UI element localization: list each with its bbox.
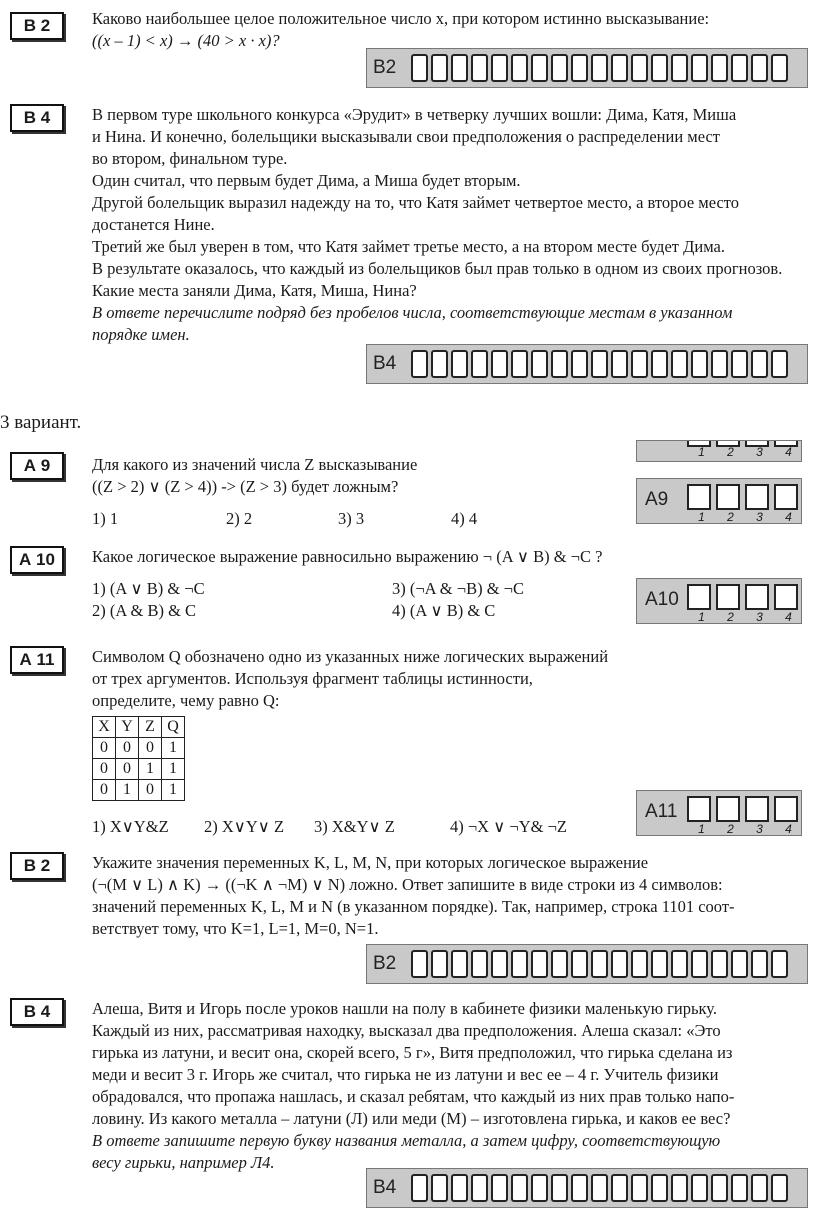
answer-cell[interactable] — [491, 54, 508, 82]
answer-num: 1 — [698, 445, 705, 459]
answer-cell[interactable] — [511, 1174, 528, 1202]
answer-cell[interactable] — [531, 950, 548, 978]
truth-cell: 0 — [116, 759, 139, 780]
task-b2-text — [92, 8, 806, 52]
answer-cell[interactable] — [491, 1174, 508, 1202]
answer-cell[interactable] — [571, 1174, 588, 1202]
answer-grid-b4[interactable] — [366, 344, 808, 384]
truth-header-cell: Y — [116, 717, 139, 738]
a10-option-3[interactable]: 3) (¬A & ¬B) & ¬C — [392, 579, 524, 598]
truth-cell: 1 — [139, 759, 162, 780]
task-b4-line: В первом туре школьного конкурса «Эрудит» в четверку лучших вошли: Дима, Катя, Миша — [92, 105, 737, 124]
answer-cell[interactable] — [431, 950, 448, 978]
answer-cell[interactable] — [745, 484, 769, 510]
answer-cell[interactable] — [411, 350, 428, 378]
truth-cell: 1 — [116, 780, 139, 801]
answer-grid-b2[interactable] — [366, 48, 808, 88]
task-a11-line: определите, чему равно Q: — [92, 691, 280, 710]
answer-cell[interactable] — [745, 584, 769, 610]
answer-cell[interactable] — [551, 950, 568, 978]
answer-cell[interactable] — [411, 54, 428, 82]
task-b4-second-instruction: весу гирьки, например Л4. — [92, 1153, 275, 1172]
answer-cell[interactable] — [751, 54, 768, 82]
answer-num: 2 — [727, 610, 734, 624]
answer-cell[interactable] — [671, 950, 688, 978]
answer-cell[interactable] — [591, 350, 608, 378]
truth-cell: 1 — [162, 759, 185, 780]
truth-header-cell: X — [93, 717, 116, 738]
task-label-b2: В 2 — [10, 12, 64, 40]
answer-cell[interactable] — [591, 54, 608, 82]
task-label-b2-second: В 2 — [10, 852, 64, 880]
answer-cell[interactable] — [691, 1174, 708, 1202]
task-b2-line1: Каково наибольшее целое положительное число x, при котором истинно высказывание: — [92, 9, 710, 28]
truth-table-header — [93, 717, 185, 738]
answer-cell[interactable] — [711, 350, 728, 378]
task-b4-second-line: обрадовался, что пропажа нашлась, и сказал ребятам, что каждый из них прав только напо- — [92, 1087, 735, 1106]
answer-cell[interactable] — [691, 950, 708, 978]
answer-num: 1 — [698, 510, 705, 524]
answer-cell[interactable] — [551, 54, 568, 82]
task-b4-instruction: В ответе перечислите подряд без пробелов числа, соответствующие местам в указанном — [92, 303, 733, 322]
answer-box-label: А11 — [645, 801, 678, 822]
answer-num: 4 — [785, 822, 792, 836]
answer-cell[interactable] — [491, 950, 508, 978]
answer-cell[interactable] — [687, 584, 711, 610]
a9-option-1[interactable]: 1) 1 — [92, 509, 119, 528]
truth-header-cell: Z — [139, 717, 162, 738]
task-b4-line: Какие места заняли Дима, Катя, Миша, Нина? — [92, 281, 417, 300]
answer-box-a9[interactable] — [636, 478, 802, 524]
truth-cell: 1 — [162, 738, 185, 759]
answer-cell[interactable] — [611, 950, 628, 978]
answer-grid-b4-second[interactable] — [366, 1168, 808, 1208]
answer-cell[interactable] — [531, 54, 548, 82]
a9-option-3[interactable]: 3) 3 — [338, 509, 365, 528]
answer-cell[interactable] — [671, 1174, 688, 1202]
answer-cell[interactable] — [631, 54, 648, 82]
task-a9-text — [92, 454, 616, 498]
answer-cell[interactable] — [751, 1174, 768, 1202]
answer-cell[interactable] — [491, 350, 508, 378]
answer-cell[interactable] — [651, 350, 668, 378]
task-a11-text — [92, 646, 696, 712]
truth-cell: 0 — [116, 738, 139, 759]
answer-cell[interactable] — [671, 54, 688, 82]
truth-cell: 0 — [93, 738, 116, 759]
task-b4-second-line: ловину. Из какого металла – латуни (Л) или меди (М) – изготовлена гирька, и каков ее вес? — [92, 1109, 731, 1128]
answer-cell[interactable] — [611, 350, 628, 378]
answer-cell[interactable] — [571, 350, 588, 378]
task-a9-line1: Для какого из значений числа Z высказывание — [92, 455, 418, 474]
answer-cell[interactable] — [631, 350, 648, 378]
a11-option-2[interactable]: 2) X∨Y∨ Z — [204, 817, 285, 836]
truth-table-row — [93, 780, 185, 801]
truth-header-cell: Q — [162, 717, 185, 738]
task-b4-second-line: меди и весит 3 г. Игорь же считал, что гирька не из латуни и вес ее – 4 г. Учитель физики — [92, 1065, 719, 1084]
answer-cell[interactable] — [471, 950, 488, 978]
answer-grid-label: В2 — [373, 57, 397, 78]
answer-cell[interactable] — [531, 350, 548, 378]
answer-cell[interactable] — [687, 484, 711, 510]
answer-cell[interactable] — [687, 796, 711, 822]
task-b4-line: Другой болельщик выразил надежду на то, что Катя займет четвертое место, а второе место — [92, 193, 740, 212]
task-a9-line2: ((Z > 2) ∨ (Z > 4)) -> (Z > 3) будет ложным? — [92, 477, 399, 496]
truth-table-row — [93, 759, 185, 780]
task-b2-second-text — [92, 852, 806, 940]
answer-cell[interactable] — [711, 54, 728, 82]
answer-cell[interactable] — [451, 950, 468, 978]
task-b4-line: достанется Нине. — [92, 215, 215, 234]
answer-num: 3 — [756, 510, 763, 524]
truth-table — [92, 716, 185, 801]
task-b2-line2: ((x – 1) < x) → (40 > x · x)? — [92, 31, 280, 50]
answer-cell[interactable] — [611, 54, 628, 82]
answer-cell[interactable] — [731, 950, 748, 978]
task-b2-second-line: ветствует тому, что K=1, L=1, M=0, N=1. — [92, 919, 379, 938]
task-b4-text — [92, 104, 806, 346]
task-b4-second-instruction: В ответе запишите первую букву названия металла, а затем цифру, соответствующую — [92, 1131, 721, 1150]
task-b2-second-line: (¬(M ∨ L) ∧ K) → ((¬K ∧ ¬M) ∨ N) ложно. Ответ запишите в виде строки из 4 символов: — [92, 875, 723, 894]
answer-cell[interactable] — [691, 350, 708, 378]
answer-cell[interactable] — [731, 350, 748, 378]
task-a10-text — [92, 546, 806, 568]
a10-option-1[interactable]: 1) (A ∨ B) & ¬C — [92, 579, 205, 598]
answer-cell[interactable] — [511, 54, 528, 82]
task-label-a11: А 11 — [10, 646, 64, 674]
answer-num: 3 — [756, 822, 763, 836]
a10-option-2[interactable]: 2) (A & B) & C — [92, 601, 197, 620]
answer-cell[interactable] — [471, 350, 488, 378]
answer-num: 3 — [756, 610, 763, 624]
task-b4-line: Третий же был уверен в том, что Катя займет третье место, а на втором месте будет Дима. — [92, 237, 725, 256]
truth-cell: 0 — [93, 759, 116, 780]
answer-cell[interactable] — [691, 54, 708, 82]
answer-cell[interactable] — [631, 1174, 648, 1202]
answer-num: 4 — [785, 610, 792, 624]
answer-cell[interactable] — [591, 1174, 608, 1202]
task-a11-line: Символом Q обозначено одно из указанных ниже логических выражений — [92, 647, 609, 666]
a10-option-4[interactable]: 4) (A ∨ B) & C — [392, 601, 496, 620]
answer-cell[interactable] — [751, 350, 768, 378]
answer-cell[interactable] — [411, 950, 428, 978]
answer-cell[interactable] — [431, 1174, 448, 1202]
task-a11-line: от трех аргументов. Используя фрагмент таблицы истинности, — [92, 669, 533, 688]
answer-num: 2 — [727, 510, 734, 524]
answer-grid-b2-second[interactable] — [366, 944, 808, 984]
answer-cell[interactable] — [711, 1174, 728, 1202]
task-b4-line: В результате оказалось, что каждый из болельщиков был прав только в одном из своих прогнозов. — [92, 259, 783, 278]
answer-cell[interactable] — [731, 1174, 748, 1202]
task-b4-line: во втором, финальном туре. — [92, 149, 288, 168]
answer-cell[interactable] — [751, 950, 768, 978]
task-b4-line: Один считал, что первым будет Дима, а Миша будет вторым. — [92, 171, 521, 190]
answer-cell[interactable] — [431, 350, 448, 378]
answer-num: 4 — [785, 445, 792, 459]
a11-option-1[interactable]: 1) X∨Y&Z — [92, 817, 169, 836]
answer-cell[interactable] — [771, 950, 788, 978]
answer-cell[interactable] — [511, 950, 528, 978]
variant-heading: 3 вариант. — [0, 412, 82, 433]
answer-grid-label: В4 — [373, 1177, 397, 1198]
a11-option-3[interactable]: 3) X&Y∨ Z — [314, 817, 395, 836]
answer-cell[interactable] — [591, 950, 608, 978]
answer-cell[interactable] — [451, 350, 468, 378]
a9-option-2[interactable]: 2) 2 — [226, 509, 253, 528]
task-a10-line1: Какое логическое выражение равносильно выражению ¬ (A ∨ B) & ¬C ? — [92, 547, 603, 566]
task-label-b4-second: В 4 — [10, 998, 64, 1026]
answer-cell[interactable] — [411, 1174, 428, 1202]
answer-cell[interactable] — [611, 1174, 628, 1202]
answer-num: 2 — [727, 822, 734, 836]
answer-cell[interactable] — [511, 350, 528, 378]
task-b2-second-line: Укажите значения переменных K, L, M, N, при которых логическое выражение — [92, 853, 649, 872]
answer-cell[interactable] — [651, 1174, 668, 1202]
answer-box-a10[interactable] — [636, 578, 802, 624]
answer-box-top-partial — [636, 440, 802, 462]
answer-cell[interactable] — [771, 1174, 788, 1202]
answer-num: 4 — [785, 510, 792, 524]
task-b4-line: и Нина. И конечно, болельщики высказывали свои предположения о распределении мест — [92, 127, 720, 146]
answer-cell[interactable] — [471, 54, 488, 82]
answer-cell[interactable] — [571, 950, 588, 978]
a11-option-4[interactable]: 4) ¬X ∨ ¬Y& ¬Z — [450, 817, 567, 836]
task-b4-second-text — [92, 998, 806, 1174]
answer-cell[interactable] — [631, 950, 648, 978]
answer-cell[interactable] — [571, 54, 588, 82]
answer-cell[interactable] — [731, 54, 748, 82]
answer-cell[interactable] — [651, 950, 668, 978]
answer-cell[interactable] — [451, 1174, 468, 1202]
answer-grid-label: В2 — [373, 953, 397, 974]
truth-cell: 0 — [139, 780, 162, 801]
task-label-a9: А 9 — [10, 452, 64, 480]
answer-cell[interactable] — [774, 796, 798, 822]
answer-cell[interactable] — [531, 1174, 548, 1202]
answer-cell[interactable] — [771, 54, 788, 82]
answer-cell[interactable] — [651, 54, 668, 82]
truth-table-row — [93, 738, 185, 759]
answer-box-a11[interactable] — [636, 790, 802, 836]
answer-num: 1 — [698, 610, 705, 624]
task-b4-second-line: гирька из латуни, и весит она, скорей всего, 5 г», Витя предположил, что гирька сделана из — [92, 1043, 733, 1062]
task-b4-second-line: Каждый из них, рассматривая находку, высказал два предположения. Алеша сказал: «Это — [92, 1021, 721, 1040]
answer-cell[interactable] — [774, 584, 798, 610]
answer-cell[interactable] — [771, 350, 788, 378]
answer-num: 1 — [698, 822, 705, 836]
answer-cell[interactable] — [551, 350, 568, 378]
answer-grid-label: В4 — [373, 353, 397, 374]
answer-cell[interactable] — [716, 796, 740, 822]
answer-cell[interactable] — [471, 1174, 488, 1202]
answer-cell[interactable] — [431, 54, 448, 82]
truth-cell: 0 — [139, 738, 162, 759]
answer-cell[interactable] — [745, 796, 769, 822]
answer-cell[interactable] — [711, 950, 728, 978]
answer-box-label: А9 — [645, 489, 669, 510]
answer-cell[interactable] — [716, 484, 740, 510]
task-label-b4: В 4 — [10, 104, 64, 132]
task-label-a10: А 10 — [10, 546, 64, 574]
answer-num: 2 — [727, 445, 734, 459]
task-b4-instruction: порядке имен. — [92, 325, 190, 344]
a9-option-4[interactable]: 4) 4 — [451, 509, 478, 528]
answer-cell[interactable] — [451, 54, 468, 82]
truth-cell: 0 — [93, 780, 116, 801]
answer-cell[interactable] — [551, 1174, 568, 1202]
answer-cell[interactable] — [716, 584, 740, 610]
answer-cell[interactable] — [774, 484, 798, 510]
answer-num: 3 — [756, 445, 763, 459]
task-b2-second-line: значений переменных K, L, M и N (в указанном порядке). Так, например, строка 1101 соот- — [92, 897, 735, 916]
task-b4-second-line: Алеша, Витя и Игорь после уроков нашли на полу в кабинете физики маленькую гирьку. — [92, 999, 718, 1018]
truth-cell: 1 — [162, 780, 185, 801]
answer-cell[interactable] — [671, 350, 688, 378]
answer-box-label: А10 — [645, 589, 679, 610]
